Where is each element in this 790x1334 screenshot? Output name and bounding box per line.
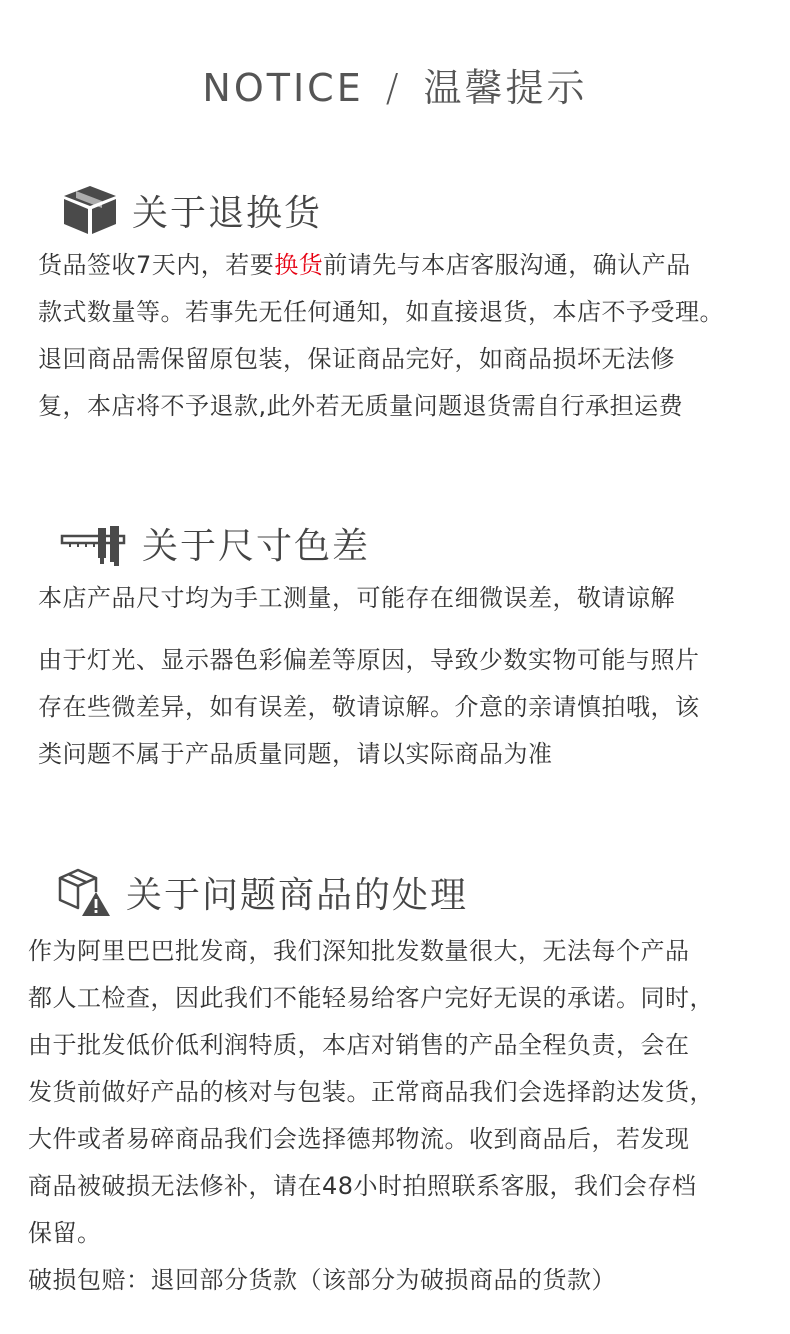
problem-line: 发货前做好产品的核对与包装。正常商品我们会选择韵达发货， bbox=[28, 1078, 714, 1106]
notice-header bbox=[0, 58, 790, 118]
returns-highlight: 换货 bbox=[274, 251, 324, 279]
problem-heading bbox=[56, 866, 468, 918]
size-line: 存在些微差异，如有误差，敬请谅解。介意的亲请慎拍哦，该 bbox=[38, 693, 700, 721]
size-heading bbox=[60, 518, 370, 569]
notice-en: NOTICE bbox=[202, 66, 364, 110]
returns-heading bbox=[62, 184, 322, 236]
notice-separator: / bbox=[385, 66, 402, 110]
returns-line: 复，本店将不予退款,此外若无质量问题退货需自行承担运费 bbox=[38, 392, 684, 420]
size-text-2 bbox=[38, 637, 783, 778]
problem-line: 破损包赔：退回部分货款（该部分为破损商品的货款） bbox=[28, 1266, 616, 1294]
size-line: 本店产品尺寸均为手工测量，可能存在细微误差，敬请谅解 bbox=[38, 584, 675, 612]
problem-line: 作为阿里巴巴批发商，我们深知批发数量很大，无法每个产品 bbox=[28, 937, 690, 965]
returns-line1-post: 前请先与本店客服沟通，确认产品 bbox=[323, 251, 691, 279]
problem-line: 由于批发低价低利润特质，本店对销售的产品全程负责，会在 bbox=[28, 1031, 690, 1059]
size-line: 由于灯光、显示器色彩偏差等原因，导致少数实物可能与照片 bbox=[38, 646, 700, 674]
problem-text bbox=[28, 928, 783, 1304]
problem-line: 商品被破损无法修补，请在48小时拍照联系客服，我们会存档 bbox=[28, 1172, 697, 1200]
box-icon bbox=[62, 184, 118, 236]
caliper-icon bbox=[60, 522, 128, 566]
returns-text bbox=[38, 242, 783, 430]
problem-line: 都人工检查，因此我们不能轻易给客户完好无误的承诺。同时， bbox=[28, 984, 714, 1012]
returns-line: 退回商品需保留原包装，保证商品完好，如商品损坏无法修 bbox=[38, 345, 675, 373]
returns-title: 关于退换货 bbox=[132, 192, 323, 234]
returns-line1-pre: 货品签收7天内，若要 bbox=[38, 251, 275, 279]
problem-line: 保留。 bbox=[28, 1219, 102, 1247]
notice-cn: 温馨提示 bbox=[423, 66, 588, 110]
size-title: 关于尺寸色差 bbox=[142, 526, 371, 567]
problem-line: 大件或者易碎商品我们会选择德邦物流。收到商品后，若发现 bbox=[28, 1125, 690, 1153]
problem-title: 关于问题商品的处理 bbox=[126, 874, 469, 916]
size-line: 类问题不属于产品质量同题，请以实际商品为准 bbox=[38, 740, 553, 768]
box-warning-icon bbox=[56, 866, 112, 918]
returns-line bbox=[38, 242, 783, 289]
returns-line: 款式数量等。若事先无任何通知，如直接退货，本店不予受理。 bbox=[38, 298, 724, 326]
size-text-1 bbox=[38, 575, 783, 622]
